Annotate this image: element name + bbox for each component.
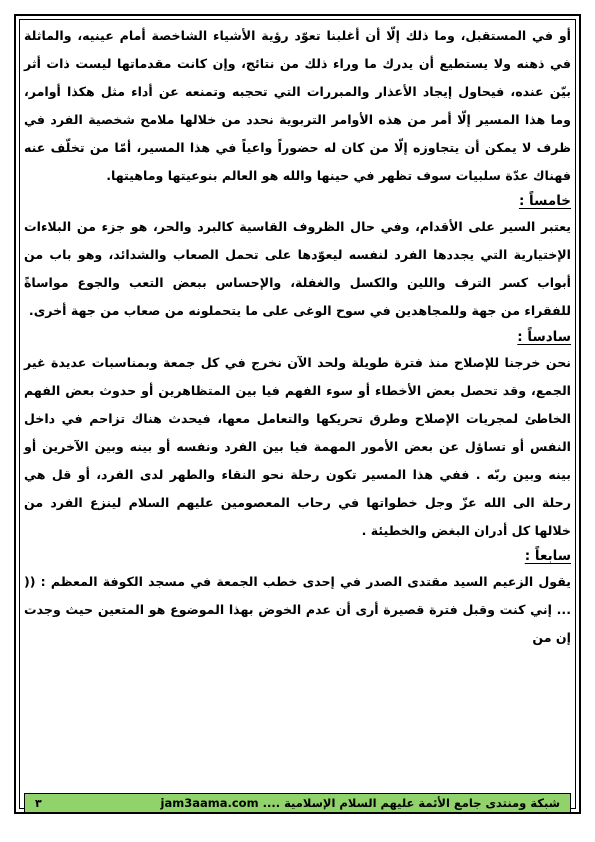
footer-site-name: شبكة ومنتدى جامع الأئمة عليهم السلام الإسلامية .... [262, 796, 560, 810]
section-text-5: يعتبر السير على الأقدام، وفي حال الظروف القاسية كالبرد والحر، هو جزء من البلاءات الإختيارية التي يجددها الفرد لنفسه ليعوّدها على تحمل الصعاب والشدائد، وهو باب من أبواب كسر الترف واللين والكسل والغفلة، والإحساس ببعض التعب والجوع مواساةً للفقراء من جهة وللمجاهدين في سوح الوغى على ما يتحملونه من صعاب من جهة أخرى. [24, 219, 571, 319]
section-heading-6: سادساً : [517, 329, 571, 346]
footer-site-line [161, 796, 560, 810]
section-text-7: يقول الزعيم السيد مقتدى الصدر في إحدى خطب الجمعة في مسجد الكوفة المعظم : (( ... إني كنت وقبل فترة قصيرة أرى أن عدم الخوض بهذا الموضوع هو المتعين حيث وجدت إن من [24, 574, 571, 646]
paragraph-intro: أو في المستقبل، وما ذلك إلّا أن أغلبنا تعوّد رؤية الأشياء الشاخصة أمام عينيه، والماثلة في ذهنه ولا يستطيع أن يدرك ما وراء ذلك من نتائج، وإن كانت مقدماتها ليست ذات أثر بيّن عنده، فيحاول إيجاد الأعذار والمبررات التي تحجبه وتمنعه عن أداء مثل هكذا أوامر، وما هذا المسير إلّا أمر من هذه الأوامر التربوية نحدد من خلالها ملامح شخصية الفرد في ظرف لا يمكن أن يتجاوزه إلّا من كان له حضوراً واعياً في هذا المسير، أمّا من تخلّف عنه فهناك عدّة سلبيات سوف تظهر في حينها والله هو العالم بنوعيتها وماهيتها. [24, 28, 571, 183]
section-heading-5: خامساً : [518, 193, 571, 210]
section-text-6: نحن خرجنا للإصلاح منذ فترة طويلة ولحد الآن نخرج في كل جمعة وبمناسبات عديدة غير الجمع، وقد تحصل بعض الأخطاء أو سوء الفهم فيا بين المتظاهرين أو حدوث بعض الفهم الخاطئ لمجريات الإصلاح وطرق تحريكها والتعامل معها، فيحدث هناك تزاحم في داخل النفس أو تساؤل عن بعض الأمور المهمة فيا بين الفرد ونفسه أو بينه وبين الآخرين أو بينه وبين ربّه . ففي هذا المسير تكون رحلة نحو النقاء والطهر لدى الفرد، أو قل هي رحلة الى الله عزّ وجل خطواتها في رحاب المعصومين عليهم السلام لينزع الفرد من خلالها كل أدران البغض والخطيئة . [24, 355, 571, 538]
document-body [24, 22, 571, 652]
footer-url[interactable]: jam3aama.com [160, 796, 259, 810]
section-heading-7: سابعاً : [524, 548, 571, 565]
page-number: ٣ [35, 796, 42, 810]
page-footer [24, 793, 571, 813]
